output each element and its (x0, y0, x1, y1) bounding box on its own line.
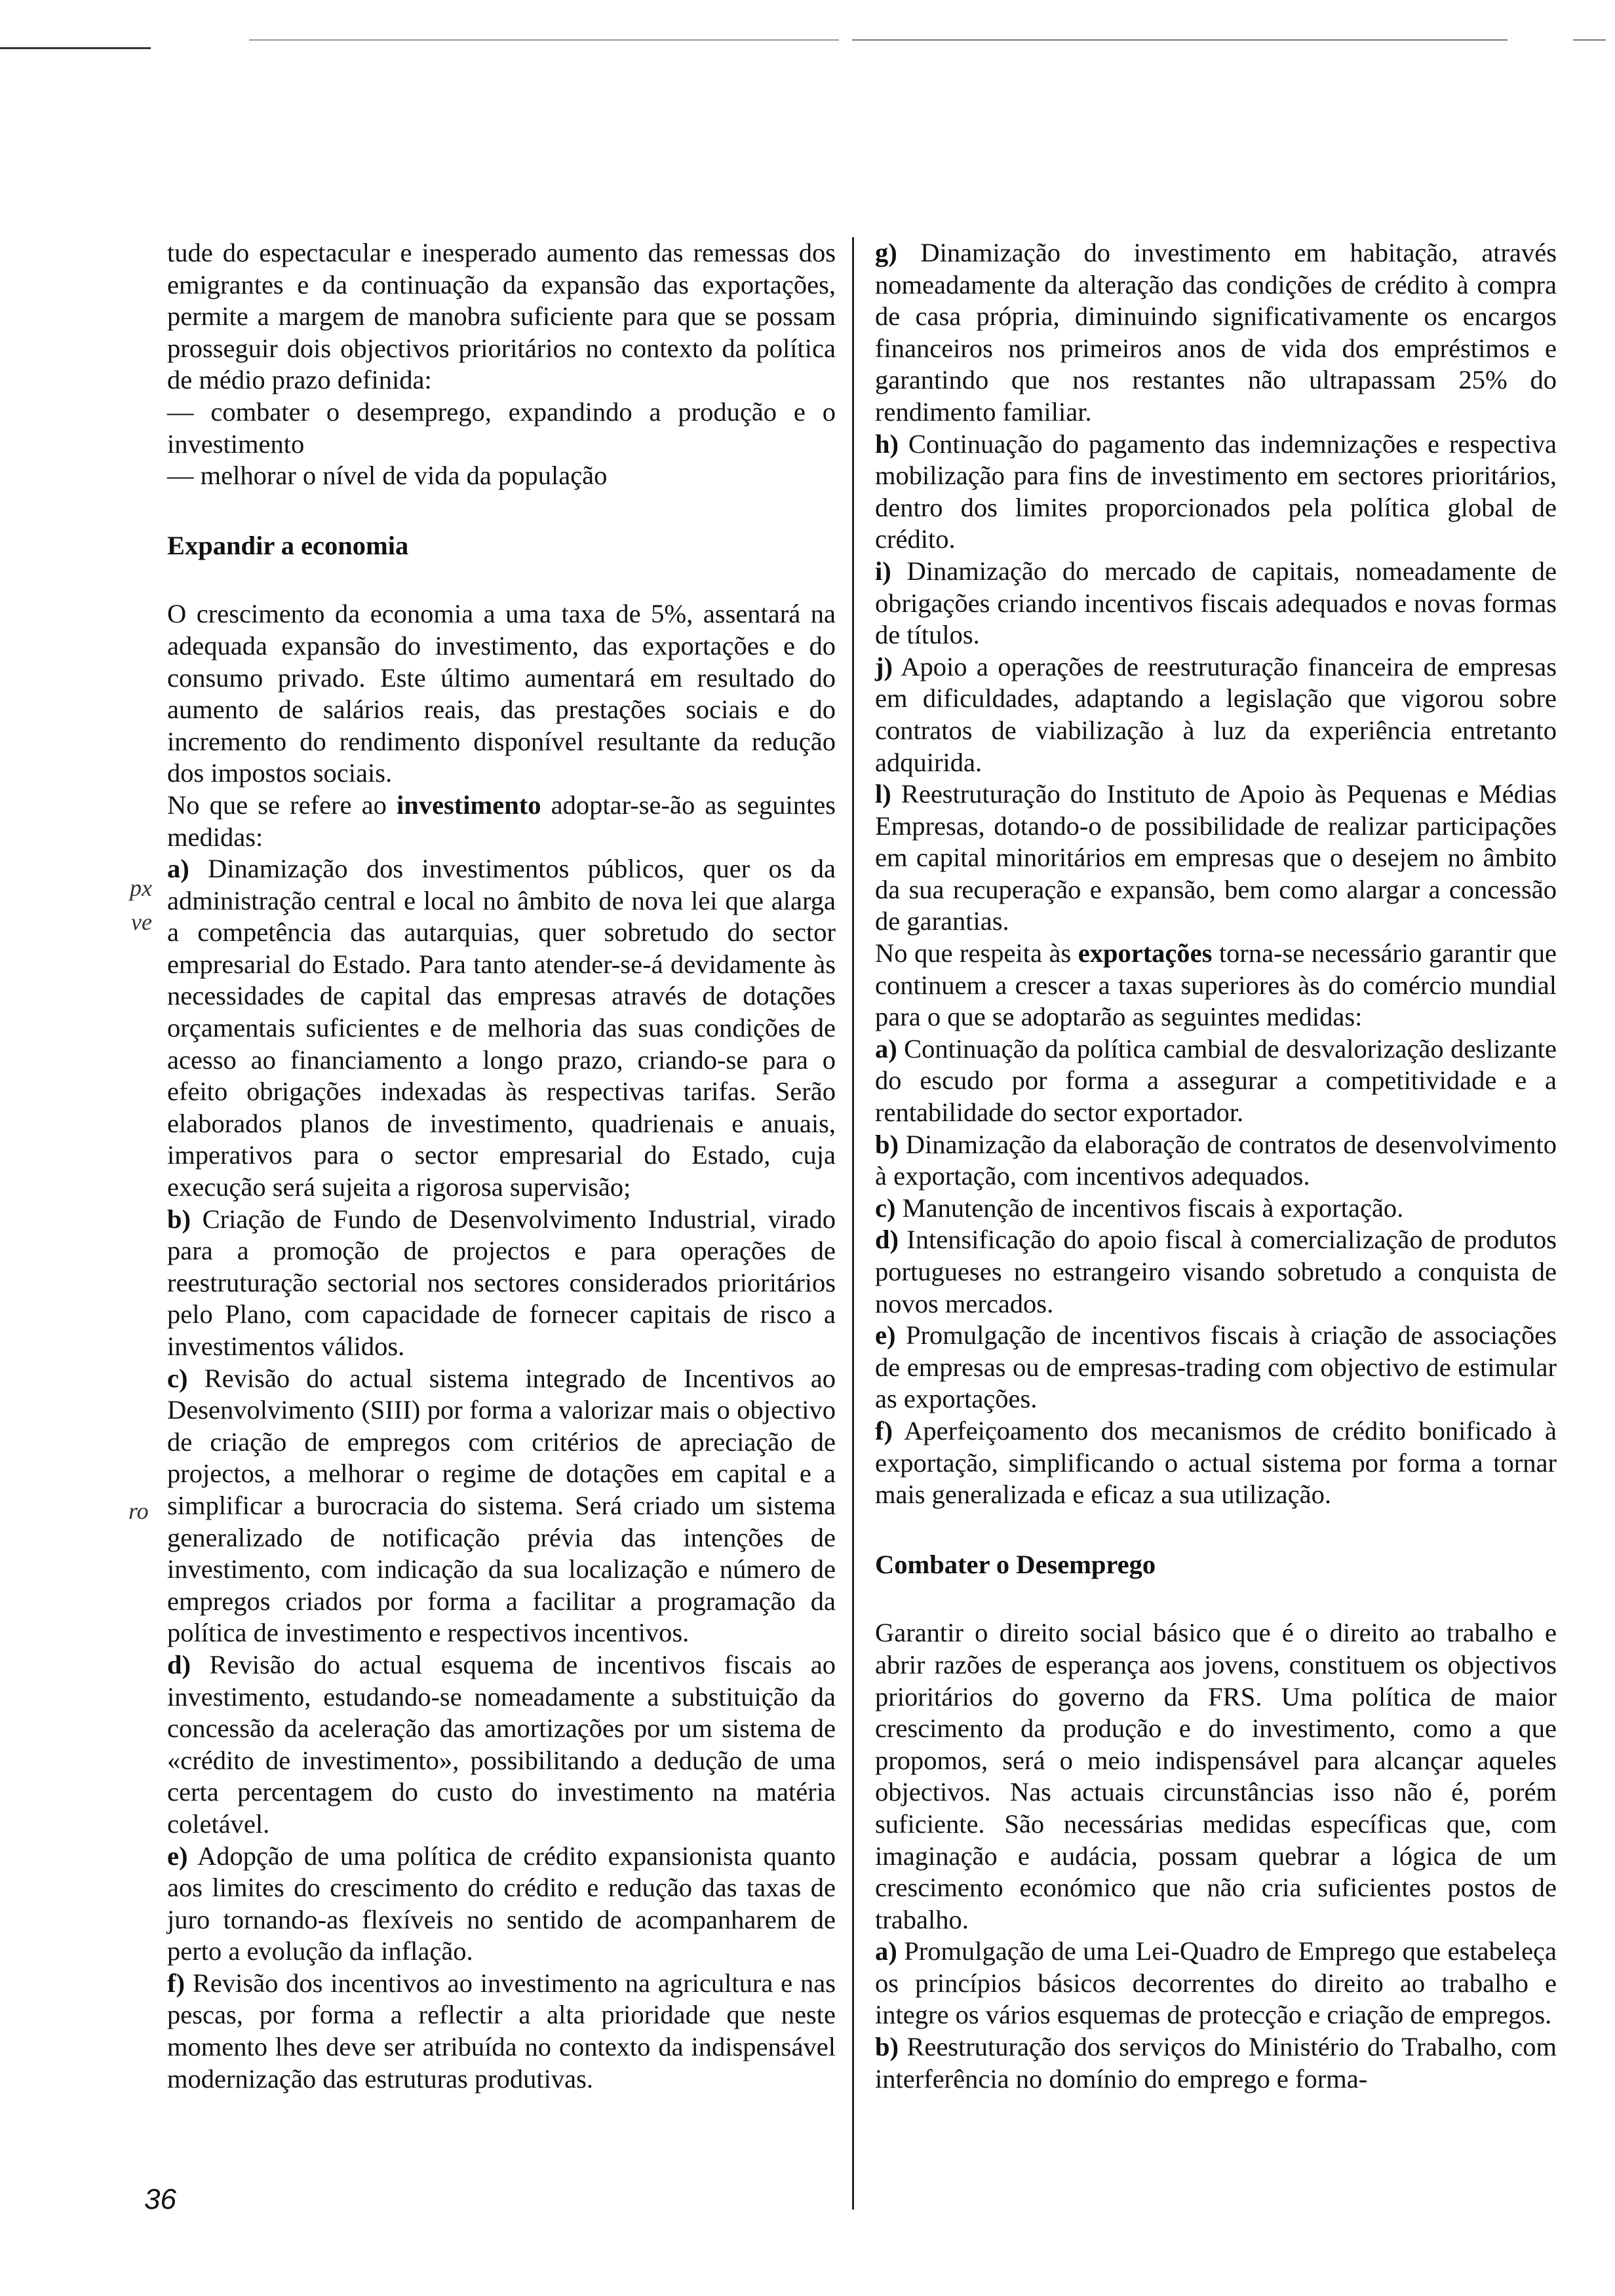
objective-item: — melhorar o nível de vida da população (167, 461, 608, 491)
exports-intro: No que respeita às exportações torna-se necessário garantir que continuem a crescer a taxas superiores às do comércio mundial para o que se adoptarão as seguintes medidas: (875, 938, 1557, 1032)
page-number: 36 (144, 2183, 176, 2215)
margin-annotation: px (130, 875, 152, 901)
measure-item: c) Revisão do actual sistema integrado de Incentivos ao Desenvolvimento (SIII) por forma a valorizar mais o objectivo de criação de empregos com critérios de apreciação de projectos, a melhorar o regime de dotações em capital e a simplificar a burocracia do sistema. Será criado um sistema generalizado de notificação prévia das intenções de investimento, com indicação da sua localização e número de empregos criados por forma a facilitar a programação da política de investimento e respectivos incentivos. (167, 1363, 836, 1648)
investment-intro: No que se refere ao investimento adoptar-se-ão as seguintes medidas: (167, 790, 836, 852)
measure-item: a) Dinamização dos investimentos públicos, quer os da administração central e local no âmbito de nova lei que alarga a competência das autarquias, quer sobretudo do sector empresarial do Estado. Para tanto atender-se-á devidamente às necessidades de capital das empresas através de dotações orçamentais suficientes e de melhoria das suas condições de acesso ao financiamento a longo prazo, criando-se para o efeito obrigações indexadas às respectivas tarifas. Serão elaborados planos de investimento, quadrienais e anuais, imperativos para o sector empresarial do Estado, cuja execução será sujeita a rigorosa supervisão; (167, 854, 836, 1202)
measure-item: d) Revisão do actual esquema de incentivos fiscais ao investimento, estudando-se nomeadamente a substituição da concessão da aceleração das amortizações por um sistema de «crédito de investimento», possibilitando a dedução de uma certa percentagem do custo do investimento na matéria coletável. (167, 1649, 836, 1839)
measure-item: h) Continuação do pagamento das indemnizações e respectiva mobilização para fins de investimento em sectores prioritários, dentro dos limites proporcionados pela política global de crédito. (875, 429, 1557, 554)
measure-item: b) Criação de Fundo de Desenvolvimento Industrial, virado para a promoção de projectos e para operações de reestruturação sectorial nos sectores considerados prioritários pelo Plano, com capacidade de fornecer capitais de risco a investimentos válidos. (167, 1204, 836, 1361)
export-measure-item: e) Promulgação de incentivos fiscais à criação de associações de empresas ou de empresas-trading com objectivo de estimular as exportações. (875, 1320, 1557, 1414)
employment-paragraph: Garantir o direito social básico que é o direito ao trabalho e abrir razões de esperança aos jovens, constituem os objectivos prioritários do governo da FRS. Uma política de maior crescimento da produção e do investimento, como a que propomos, será o meio indispensável para alcançar aqueles objectivos. Nas actuais circunstâncias isso não é, porém suficiente. São necessárias medidas específicas que, com imaginação e audácia, possam quebrar a lógica de um crescimento económico que não cria suficientes postos de trabalho. (875, 1618, 1557, 1934)
measure-item: j) Apoio a operações de reestruturação financeira de empresas em dificuldades, adaptando a legislação que vigorou sobre contratos de viabilização à luz da experiência entretanto adquirida. (875, 651, 1557, 777)
measure-item: g) Dinamização do investimento em habitação, através nomeadamente da alteração das condições de crédito à compra de casa própria, diminuindo significativamente os encargos financeiros nos primeiros anos de vida dos empréstimos e garantindo que nos restantes não ultrapassam 25% do rendimento familiar. (875, 238, 1557, 427)
section-heading-desemprego: Combater o Desemprego (875, 1549, 1156, 1579)
intro-paragraph: tude do espectacular e inesperado aumento das remessas dos emigrantes e da continuação da expansão das exportações, permite a margem de manobra suficiente para que se possam prosseguir dois objectivos prioritários no contexto da política de médio prazo definida: (167, 238, 836, 395)
export-measure-item: c) Manutenção de incentivos fiscais à exportação. (875, 1193, 1404, 1223)
export-measure-item: a) Continuação da política cambial de desvalorização deslizante do escudo por forma a assegurar a competitividade e a rentabilidade do sector exportador. (875, 1033, 1557, 1128)
right-column (875, 237, 1557, 2095)
margin-annotation: ve (131, 909, 152, 935)
column-divider (852, 237, 854, 2210)
objective-item: — combater o desemprego, expandindo a produção e o investimento (167, 396, 836, 459)
section-heading-expandir: Expandir a economia (167, 530, 409, 560)
export-measure-item: d) Intensificação do apoio fiscal à comercialização de produtos portugueses no estrangeiro visando sobretudo a conquista de novos mercados. (875, 1225, 1557, 1318)
growth-paragraph: O crescimento da economia a uma taxa de 5%, assentará na adequada expansão do investimento, das exportações e do consumo privado. Este último aumentará em resultado do aumento de salários reais, das prestações sociais e do incremento do rendimento disponível resultante da redução dos impostos sociais. (167, 599, 836, 788)
measure-item: l) Reestruturação do Instituto de Apoio às Pequenas e Médias Empresas, dotando-o de possibilidade de realizar participações em capital minoritários em empresas que o desejem no âmbito da sua recuperação e expansão, bem como alargar a concessão de garantias. (875, 779, 1557, 936)
measure-item: i) Dinamização do mercado de capitais, nomeadamente de obrigações criando incentivos fiscais adequados e novas formas de títulos. (875, 556, 1557, 650)
export-measure-item: f) Aperfeiçoamento dos mecanismos de crédito bonificado à exportação, simplificando o actual sistema por forma a tornar mais generalizada e eficaz a sua utilização. (875, 1415, 1557, 1510)
top-scan-rule (0, 39, 1615, 42)
margin-annotation: ro (128, 1498, 149, 1524)
measure-item: e) Adopção de uma política de crédito expansionista quanto aos limites do crescimento do crédito e redução das taxas de juro tornando-as flexíveis no sentido de acompanharem de perto a evolução da inflação. (167, 1841, 836, 1966)
measure-item: f) Revisão dos incentivos ao investimento na agricultura e nas pescas, por forma a reflectir a alta prioridade que neste momento lhes deve ser atribuída no contexto da indispensável modernização das estruturas produtivas. (167, 1968, 836, 2094)
export-measure-item: b) Dinamização da elaboração de contratos de desenvolvimento à exportação, com incentivos adequados. (875, 1129, 1557, 1191)
employment-measure-item: b) Reestruturação dos serviços do Ministério do Trabalho, com interferência no domínio do emprego e forma- (875, 2032, 1557, 2094)
employment-measure-item: a) Promulgação de uma Lei-Quadro de Emprego que estabeleça os princípios básicos decorrentes do direito ao trabalho e integre os vários esquemas de protecção e criação de empregos. (875, 1936, 1557, 2030)
left-column (167, 237, 836, 2095)
